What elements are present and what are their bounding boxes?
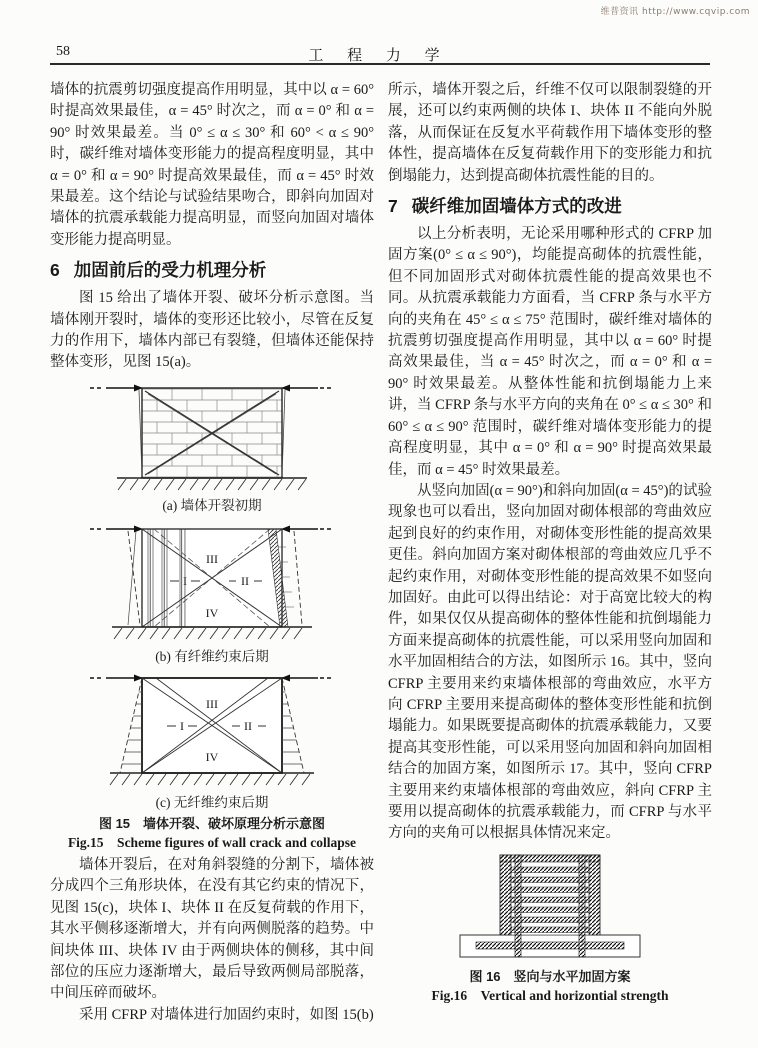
page-number: 58 <box>56 44 70 59</box>
block-label-two: II <box>244 718 252 733</box>
figure15-caption-en: Fig.15 Scheme figures of wall crack and collapse <box>67 834 357 850</box>
block-label-two: II <box>241 573 249 588</box>
ground-line <box>112 627 312 639</box>
figure15a-wall-crack-diagram <box>82 378 342 496</box>
left-paragraph-1: 墙体的抗震剪切强度提高作用明显，其中以 α = 60° 时提高效果最佳，α = 45° 时次之，而 α = 0° 和 α = 90° 时效果最差。当 0° ≤ α ≤ 30° 和 60° < α ≤ 90° 时，碳纤维对墙体变形能力的提高程度明显，其中 α = 0° 和 α = 90° 时提高效果最佳，而 α = 45° 时效果最差。这个结论与试验结果吻合，即斜向加固对墙体的抗震承载能力提高明显，而竖向加固对墙体变形能力提高明显。 <box>50 82 374 248</box>
cqvip-watermark: 维普资讯 http://www.cqvip.com <box>600 7 750 17</box>
block-label-four: IV <box>205 749 219 764</box>
block-label-three: III <box>206 551 218 566</box>
figure16-caption-zh: 图 16 竖向与水平加固方案 <box>469 968 631 984</box>
section-heading-6 <box>50 258 374 282</box>
figure15a-caption: (a) 墙体开裂初期 <box>162 497 262 513</box>
left-paragraph-3: 墙体开裂后，在对角斜裂缝的分割下，墙体被分成四个三角形块体，在没有其它约束的情况下，见图 15(c)，块体 I、块体 II 在反复荷载的作用下，其水平侧移逐渐增大，并有向两侧脱落的趋势。中间块体 III、块体 IV 由于两侧块体的侧移，其中间部位的压应力逐渐增大，最后导致两侧局部脱落，中间压碎而破坏。 <box>50 856 374 1002</box>
block-label-one: I <box>180 718 184 733</box>
figure-15 <box>50 378 374 853</box>
ground-line <box>117 478 307 490</box>
figure-16 <box>388 851 712 1006</box>
figure15c-unconstrained-diagram <box>82 668 342 793</box>
section-heading-7 <box>388 194 712 218</box>
figure16-caption-en: Fig.16 Vertical and horizontial strength <box>431 987 669 1003</box>
ground-line <box>110 773 314 785</box>
right-paragraph-1: 所示，墙体开裂之后，纤维不仅可以限制裂缝的开展，还可以约束两侧的块体 I、块体 II 不能向外脱落，从而保证在反复水平荷载作用下墙体变形的整体性，提高墙体在反复荷载作用下的变形能力和抗倒塌能力，达到提高砌体抗震性能的目的。 <box>388 82 712 184</box>
left-paragraph-2: 图 15 给出了墙体开裂、破坏分析示意图。当墙体刚开裂时，墙体的变形还比较小，尽管在反复力的作用下，墙体内部已有裂缝，但墙体还能保持整体变形，见图 15(a)。 <box>50 290 374 371</box>
journal-title: 工 程 力 学 <box>308 48 450 64</box>
figure15c-caption: (c) 无纤维约束后期 <box>155 794 269 810</box>
right-paragraph-3: 从竖向加固(α = 90°)和斜向加固(α = 45°)的试验现象也可以看出，竖向加固对砌体根部的弯曲效应起到良好的约束作用，对砌体变形性能的提高效果更佳。斜向加固方案对砌体根部的弯曲效应几乎不起约束作用，对砌体变形性能的提高效果不如竖向加固好。由此可以得出结论：对于高宽比较大的构件，如果仅仅从提高砌体的整体性能和抗倒塌能力方面来提高砌体的抗震性能，可以采用竖向加固和水平加固相结合的方法，如图所示 16。其中，竖向 CFRP 主要用来约束墙体根部的弯曲效应，水平方向 CFRP 主要用来提高砌体的整体变形性能和抗倒塌能力。如果既要提高砌体的抗震承载能力，又要提高其变形性能，可以采用竖向加固和斜向加固相结合的加固方案，如图所示 17。其中，竖向 CFRP 主要用来约束墙体根部的弯曲效应，斜向 CFRP 主要用以提高砌体的抗震承载能力，而 CFRP 与水平方向的夹角可以根据具体情况来定。 <box>388 482 712 842</box>
figure15b-caption: (b) 有纤维约束后期 <box>155 648 269 664</box>
figure15-caption-zh: 图 15 墙体开裂、破坏原理分析示意图 <box>98 815 326 831</box>
left-paragraph-4: 采用 CFRP 对墙体进行加固约束时，如图 15(b) <box>79 1006 374 1023</box>
section-number: 7 <box>388 196 398 217</box>
figure15b-fiber-constrained-diagram <box>82 517 342 647</box>
block-label-three: III <box>206 696 218 711</box>
section-number: 6 <box>50 260 60 281</box>
section-title: 碳纤维加固墙体方式的改进 <box>411 196 622 217</box>
block-label-one: I <box>183 573 187 588</box>
right-column <box>388 80 712 1008</box>
block-label-four: IV <box>205 605 219 620</box>
section-title: 加固前后的受力机理分析 <box>73 260 267 281</box>
figure16-strengthening-diagram <box>420 851 680 961</box>
left-column <box>50 80 374 1026</box>
header-rule <box>50 63 710 65</box>
right-paragraph-2: 以上分析表明，无论采用哪种形式的 CFRP 加固方案(0° ≤ α ≤ 90°)，均能提高砌体的抗震性能，但不同加固形式对砌体抗震性能的提高效果也不同。从抗震承载能力方面看，当 CFRP 条与水平方向的夹角在 45° ≤ α ≤ 75° 范围时，碳纤维对墙体的抗震剪切强度提高作用明显，其中以 α = 60° 时提高效果最佳，当 α = 45° 时次之，而 α = 0° 和 α = 90° 时效果最差。从整体性能和抗倒塌能力上来讲，当 CFRP 条与水平方向的夹角在 0° ≤ α ≤ 30° 和 60° ≤ α ≤ 90° 范围时，碳纤维对墙体变形能力的提高程度明显，其中 α = 0° 和 α = 90° 时提高效果最佳，而 α = 45° 时效果最差。 <box>388 226 712 478</box>
